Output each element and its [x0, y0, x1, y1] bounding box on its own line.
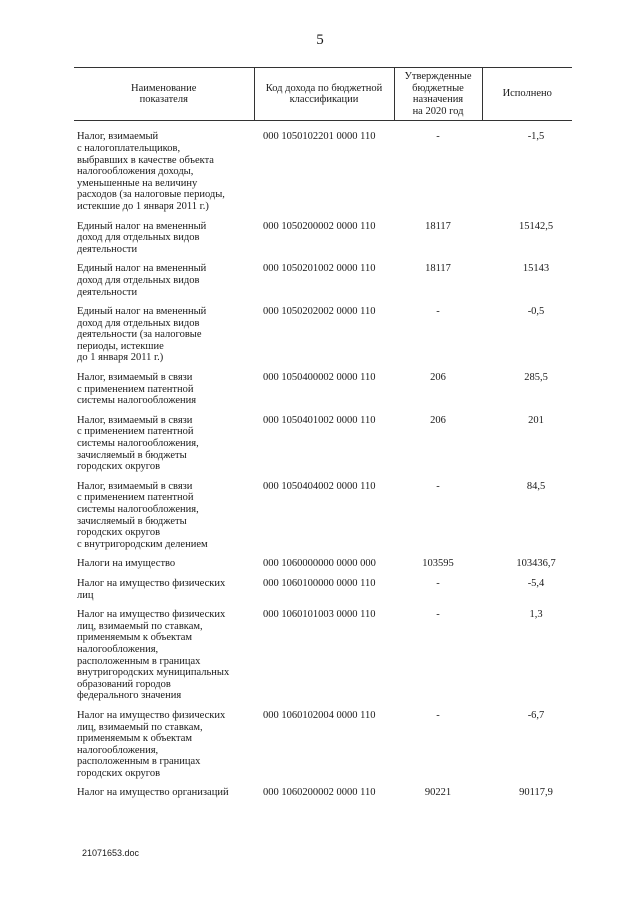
table-row [74, 306, 572, 372]
row-code-cell: 000 1060102004 0000 110 [263, 709, 376, 721]
row-approved-cell: 103595 [422, 558, 454, 570]
row-approved-cell: 18117 [425, 263, 451, 275]
row-name-cell: Единый налог на вмененный доход для отдельных видов деятельности [77, 263, 207, 298]
row-name-cell: Налог на имущество организаций [77, 787, 229, 799]
row-code-cell: 000 1050202002 0000 110 [263, 306, 376, 318]
table-row [74, 609, 572, 710]
row-executed-cell: 103436,7 [516, 558, 556, 570]
row-code-cell: 000 1050200002 0000 110 [263, 220, 376, 232]
row-executed-cell: 15143 [522, 263, 550, 275]
row-executed-cell: -6,7 [527, 709, 545, 721]
table-row [74, 221, 572, 264]
table-row [74, 481, 572, 559]
header-executed: Исполнено [482, 68, 572, 121]
row-code-cell: 000 1050404002 0000 110 [263, 480, 376, 492]
row-name-cell: Налог, взимаемый в связи с применением патентной системы налогообложения [77, 372, 197, 407]
row-code-cell: 000 1050102201 0000 110 [263, 131, 376, 143]
row-name-cell: Налог на имущество физических лиц, взимаемый по ставкам, применяемым к объектам налогообложения, расположенным в границах городских округов [77, 709, 226, 779]
row-name-cell: Налог, взимаемый с налогоплательщиков, выбравших в качестве объекта налогообложения доходы, уменьшенные на величину расходов (за налоговые периоды, истекшие до 1 января 2011 г.) [77, 131, 225, 212]
row-executed-cell: 1,3 [529, 609, 543, 621]
row-executed-cell: -5,4 [527, 577, 545, 589]
table-row [74, 415, 572, 481]
row-approved-cell: 18117 [425, 220, 451, 232]
row-code-cell: 000 1060100000 0000 110 [263, 577, 376, 589]
row-name-cell: Единый налог на вмененный доход для отдельных видов деятельности (за налоговые периоды, истекшие до 1 января 2011 г.) [77, 306, 207, 364]
row-approved-cell: 206 [430, 414, 446, 426]
row-code-cell: 000 1050400002 0000 110 [263, 372, 376, 384]
row-executed-cell: 285,5 [524, 372, 548, 384]
table-row [74, 578, 572, 609]
row-approved-cell: - [436, 131, 440, 143]
row-executed-cell: 90117,9 [519, 787, 553, 799]
table-row [74, 263, 572, 306]
row-approved-cell: - [436, 306, 440, 318]
row-name-cell: Налог на имущество физических лиц [77, 577, 226, 601]
row-executed-cell: 201 [528, 414, 544, 426]
row-approved-cell: 206 [430, 372, 446, 384]
row-code-cell: 000 1050401002 0000 110 [263, 414, 376, 426]
table-header [74, 68, 572, 121]
table-body [74, 121, 572, 807]
row-code-cell: 000 1050201002 0000 110 [263, 263, 376, 275]
row-executed-cell: -1,5 [527, 131, 545, 143]
row-approved-cell: 90221 [424, 787, 452, 799]
row-name-cell: Налог, взимаемый в связи с применением патентной системы налогообложения, зачисляемый в бюджеты городских округов с внутригородским делением [77, 480, 208, 550]
row-code-cell: 000 1060200002 0000 110 [263, 787, 376, 799]
header-code: Код дохода по бюджетной классификации [254, 68, 394, 121]
row-approved-cell: - [436, 577, 440, 589]
table-row [74, 710, 572, 788]
row-executed-cell: 84,5 [526, 480, 546, 492]
row-name-cell: Налоги на имущество [77, 558, 176, 570]
row-approved-cell: - [436, 609, 440, 621]
row-code-cell: 000 1060000000 0000 000 [263, 558, 376, 570]
row-name-cell: Налог, взимаемый в связи с применением патентной системы налогообложения, зачисляемый в бюджеты городских округов [77, 414, 199, 473]
row-executed-cell: 15142,5 [518, 220, 554, 232]
table-row [74, 121, 572, 221]
table-row [74, 787, 572, 807]
row-name-cell: Единый налог на вмененный доход для отдельных видов деятельности [77, 220, 207, 255]
budget-revenue-table [74, 67, 572, 807]
row-name-cell: Налог на имущество физических лиц, взимаемый по ставкам, применяемым к объектам налогообложения, расположенным в границах внутригородских муниципальных образований городов федерального значения [77, 609, 230, 702]
row-code-cell: 000 1060101003 0000 110 [263, 609, 376, 621]
document-filename: 21071653.doc [82, 848, 140, 858]
header-approved: Утвержденные бюджетные назначения на 2020 год [394, 68, 482, 121]
table-row [74, 372, 572, 415]
row-approved-cell: - [436, 480, 440, 492]
table-row [74, 558, 572, 578]
page-number: 5 [316, 32, 324, 48]
row-approved-cell: - [436, 709, 440, 721]
row-executed-cell: -0,5 [527, 306, 545, 318]
header-name: Наименование показателя [74, 68, 254, 121]
